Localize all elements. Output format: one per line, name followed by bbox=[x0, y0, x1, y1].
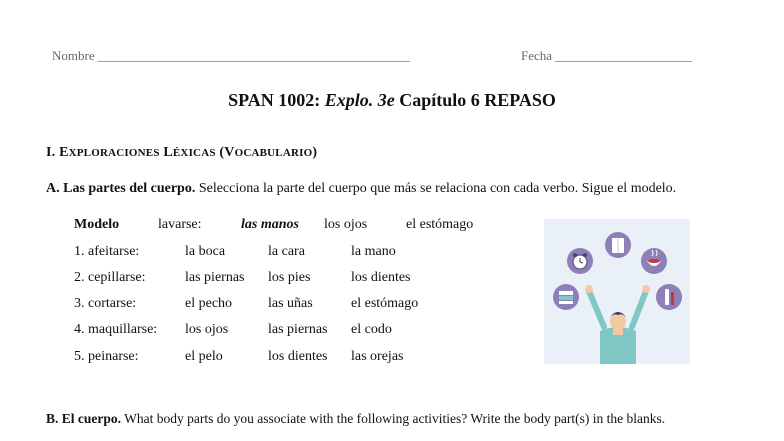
section-word3-cap: (V bbox=[219, 145, 235, 160]
item-verb: 4. maquillarse: bbox=[74, 322, 158, 337]
item-option: el pecho bbox=[185, 296, 233, 311]
item-option: el codo bbox=[351, 322, 392, 337]
item-option: la cara bbox=[268, 244, 305, 259]
clock-icon bbox=[567, 248, 593, 274]
towels-icon bbox=[553, 284, 579, 310]
activity-b-instructions bbox=[46, 411, 665, 427]
daily-routine-illustration bbox=[544, 219, 690, 364]
title-book: Explo. 3e bbox=[324, 90, 395, 110]
model-answer: las manos bbox=[241, 217, 299, 232]
section-word3-rest: OCABULARIO bbox=[234, 147, 313, 159]
shirt-icon bbox=[605, 232, 631, 258]
section-word1-rest: XPLORACIONES bbox=[68, 147, 160, 159]
fecha-line: _____________________ bbox=[555, 48, 692, 63]
coffee-icon bbox=[641, 248, 667, 274]
item-verb: 2. cepillarse: bbox=[74, 270, 146, 285]
fecha-label: Fecha bbox=[521, 48, 553, 63]
page-title bbox=[0, 90, 784, 111]
section-word3-end: ) bbox=[312, 145, 318, 160]
title-chapter: Capítulo 6 REPASO bbox=[399, 90, 556, 110]
item-option: las piernas bbox=[268, 322, 328, 337]
nombre-field bbox=[52, 48, 410, 64]
section-numeral: I. bbox=[46, 145, 56, 160]
section-heading bbox=[46, 145, 317, 161]
toothbrush-icon bbox=[656, 284, 682, 310]
title-course: SPAN 1002: bbox=[228, 90, 321, 110]
activity-b-text: What body parts do you associate with the following activities? Write the body part(s) in the blanks. bbox=[124, 411, 666, 426]
item-verb: 5. peinarse: bbox=[74, 349, 139, 364]
item-option: los dientes bbox=[268, 349, 328, 364]
fecha-field bbox=[521, 48, 692, 64]
activity-a-label: A. Las partes del cuerpo. bbox=[46, 181, 196, 196]
item-option: el pelo bbox=[185, 349, 223, 364]
activity-a-instructions bbox=[46, 181, 676, 197]
item-option: los dientes bbox=[351, 270, 411, 285]
item-option: la mano bbox=[351, 244, 396, 259]
right-hand bbox=[642, 285, 650, 293]
model-verb: lavarse: bbox=[158, 217, 202, 232]
item-option: las piernas bbox=[185, 270, 245, 285]
item-verb: 1. afeitarse: bbox=[74, 244, 140, 259]
left-hand bbox=[585, 285, 593, 293]
nombre-label: Nombre bbox=[52, 48, 95, 63]
item-option: las orejas bbox=[351, 349, 404, 364]
section-word2-rest: ÉXICAS bbox=[172, 147, 216, 159]
item-option: el estómago bbox=[351, 296, 419, 311]
model-label: Modelo bbox=[74, 217, 120, 232]
section-word2-cap: L bbox=[163, 145, 173, 160]
item-option: las uñas bbox=[268, 296, 313, 311]
activity-a-text: Selecciona la parte del cuerpo que más se relaciona con cada verbo. Sigue el modelo. bbox=[198, 181, 677, 196]
nombre-line: ________________________________________________ bbox=[97, 48, 410, 63]
activity-b-label: B. El cuerpo. bbox=[46, 411, 122, 426]
model-option-2: los ojos bbox=[324, 217, 368, 232]
item-option: los pies bbox=[268, 270, 311, 285]
item-option: la boca bbox=[185, 244, 226, 259]
section-word1-cap: E bbox=[59, 145, 69, 160]
model-option-3: el estómago bbox=[406, 217, 474, 232]
item-verb: 3. cortarse: bbox=[74, 296, 137, 311]
item-option: los ojos bbox=[185, 322, 229, 337]
